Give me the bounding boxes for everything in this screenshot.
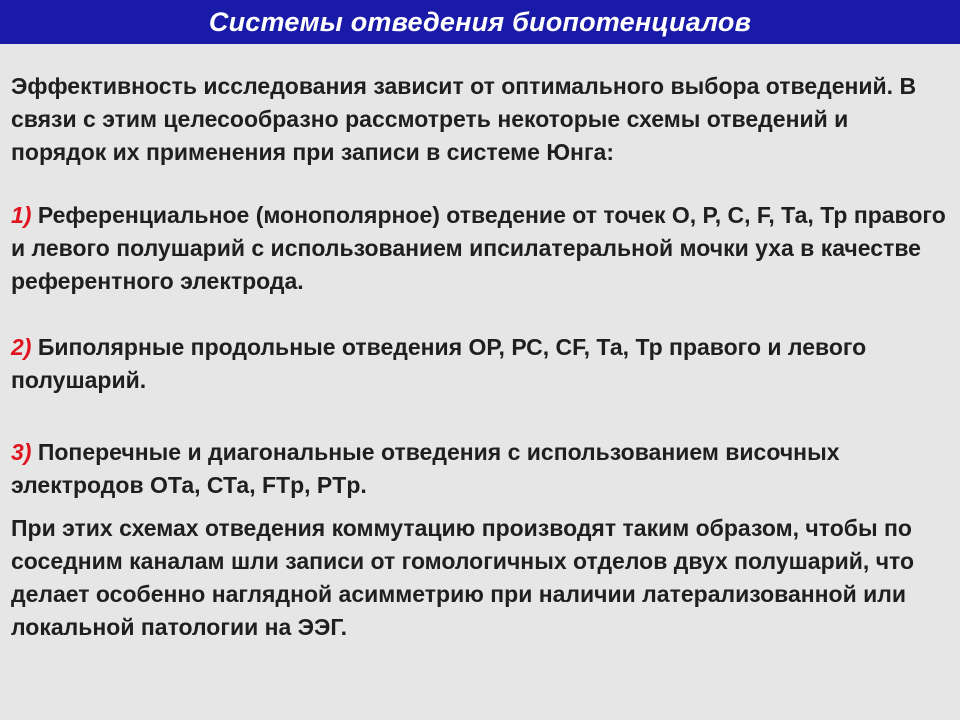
list-item-text: Биполярные продольные отведения ОР, РС, CF, Та, Тр правого и левого полушарий. (11, 334, 867, 393)
intro-paragraph: Эффективность исследования зависит от оптимального выбора отведений. В связи с этим целесообразно рассмотреть некоторые схемы отведений и порядок их применения при записи в системе Юнга: (11, 73, 917, 165)
list-item-number: 1) (11, 202, 32, 228)
list-item-text: Референциальное (монополярное) отведение от точек О, Р, С, F, Та, Тр правого и левого полушарий с использованием ипсилатеральной мочки уха в качестве референтного электрода. (11, 202, 946, 294)
slide-content (11, 70, 946, 644)
title-bar (0, 0, 960, 44)
list-item-text: Поперечные и диагональные отведения с использованием височных электродов ОТа, СТа, FTp, PTp. (11, 439, 840, 498)
list-item-number: 2) (11, 334, 32, 360)
list-item-1 (11, 199, 946, 298)
list-item-2 (11, 331, 946, 397)
slide-title: Системы отведения биопотенциалов (208, 6, 752, 37)
conclusion-paragraph: При этих схемах отведения коммутацию производят таким образом, чтобы по соседним каналам шли записи от гомологичных отделов двух полушарий, что делает особенно наглядной асимметрию при наличии латерализованной или локальной патологии на ЭЭГ. (11, 515, 915, 640)
list-item-3 (11, 436, 946, 502)
list-item-number: 3) (11, 439, 32, 465)
